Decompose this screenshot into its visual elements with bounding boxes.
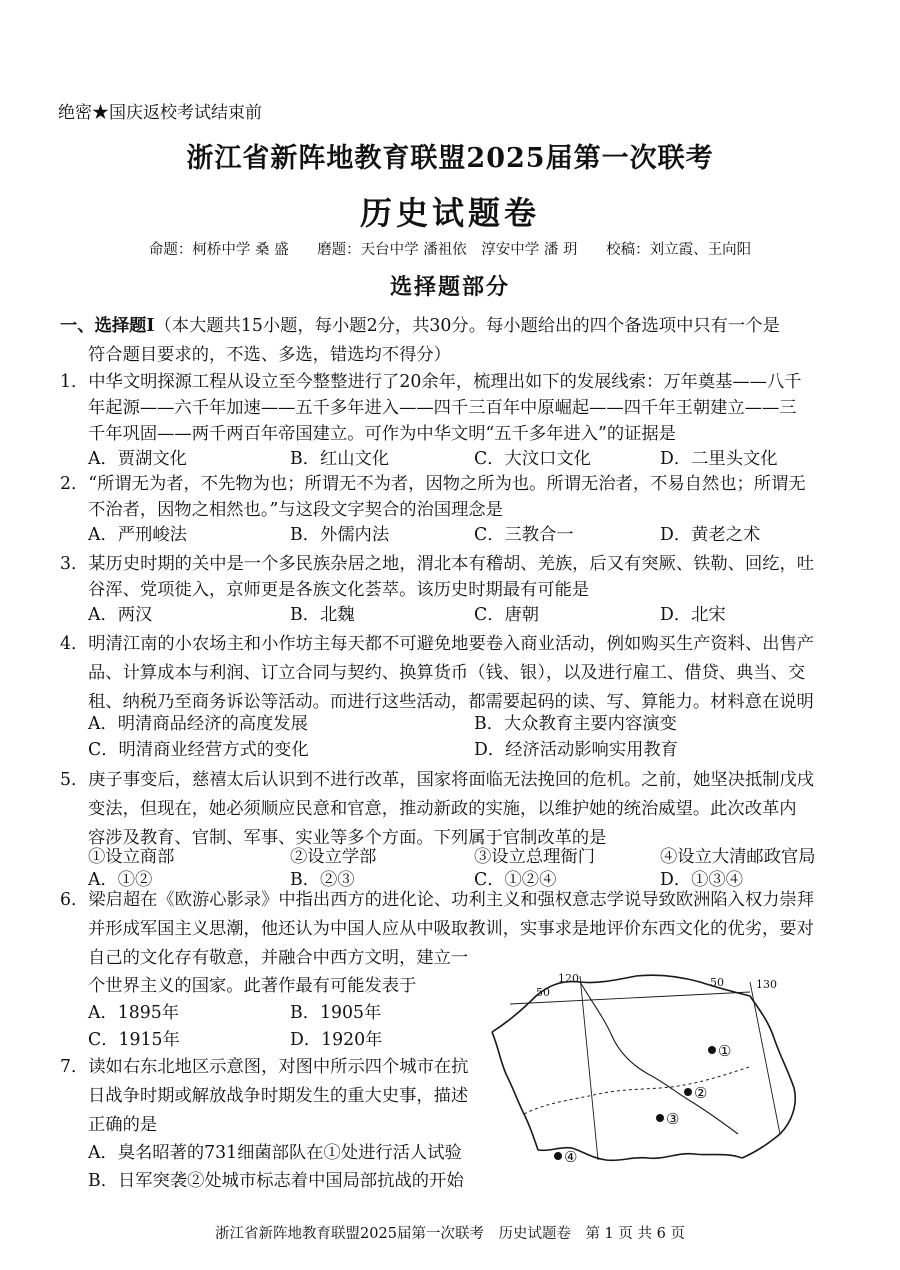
q3-option-c[interactable]: C．唐朝 — [474, 605, 540, 625]
q6-stem-line: 并形成军国主义思潮，他还认为中国人应从中吸取教训，实事求是地评价东西文化的优劣，要对 — [88, 919, 814, 939]
map-city-dot-3 — [656, 1114, 664, 1122]
q3-stem-line: 谷浑、党项徙入，京师更是各族文化荟萃。该历史时期最有可能是 — [88, 580, 590, 600]
exam-title: 浙江省新阵地教育联盟2025届第一次联考 — [186, 143, 714, 174]
map-province-line — [524, 1066, 752, 1114]
q5-stem-line: 变法，但现在，她必须顺应民意和官意，推动新政的实施，以维护她的统治威望。此次改革内 — [88, 799, 797, 819]
q4-stem-line: 品、计算成本与利润、订立合同与契约、换算货币（钱、银），以及进行雇工、借贷、典当、交 — [88, 663, 806, 683]
q6-stem-line: 自己的文化存有敬意，并融合中西方文明，建立一 — [88, 948, 469, 968]
q1-option-b[interactable]: B．红山文化 — [290, 449, 390, 469]
part1-label: 一、选择题Ⅰ — [60, 316, 155, 336]
map-lat-label-east: 50 — [710, 976, 724, 989]
q7-option-b[interactable]: B．日军突袭②处城市标志着中国局部抗战的开始 — [88, 1171, 464, 1191]
q5-option-a[interactable]: A．①② — [88, 870, 153, 890]
q5-option-d[interactable]: D．①③④ — [660, 870, 743, 890]
page-footer: 浙江省新阵地教育联盟2025届第一次联考 历史试题卷 第 1 页 共 6 页 — [215, 1226, 685, 1242]
q5-option-c[interactable]: C．①②④ — [474, 870, 557, 890]
credit-setter: 命题：柯桥中学 桑 盛 — [148, 242, 289, 258]
map-city-marker-2: ② — [694, 1084, 708, 1102]
part1-heading — [60, 312, 780, 341]
q1-stem-line: 千年巩固——两千两百年帝国建立。可作为中华文明“五千多年进入”的证据是 — [88, 424, 676, 444]
q4-stem-line: 租、纳税乃至商务诉讼等活动。而进行这些活动，都需要起码的读、写、算能力。材料意在说明 — [88, 692, 814, 712]
q6-stem-line: 个世界主义的国家。此著作最有可能发表于 — [88, 976, 417, 996]
q5-item-1: ①设立商部 — [88, 847, 175, 867]
q2-stem-line: 不治者，因物之相然也。”与这段文字契合的治国理念是 — [88, 500, 503, 520]
q3-option-a[interactable]: A．两汉 — [88, 605, 153, 625]
exam-subtitle: 历史试题卷 — [359, 194, 540, 232]
q2-option-a[interactable]: A．严刑峻法 — [88, 525, 187, 545]
q4-option-c[interactable]: C．明清商业经营方式的变化 — [88, 740, 309, 760]
q7-option-a[interactable]: A．臭名昭著的731细菌部队在①处进行活人试验 — [88, 1143, 462, 1163]
confidential-note: 绝密★国庆返校考试结束前 — [58, 103, 262, 123]
q6-stem-line: 6．梁启超在《欧游心影录》中指出西方的进化论、功利主义和强权意志学说导致欧洲陷入权力崇拜 — [60, 890, 815, 910]
credits-line — [0, 238, 900, 259]
section-title: 选择题部分 — [389, 274, 510, 300]
q5-stem-line: 5．庚子事变后，慈禧太后认识到不进行改革，国家将面临无法挽回的危机。之前，她坚决抵制戊戌 — [60, 770, 815, 790]
map-border-west — [492, 1032, 538, 1150]
q1-option-d[interactable]: D．二里头文化 — [660, 449, 778, 469]
q7-stem-line: 日战争时期或解放战争时期发生的重大史事，描述 — [88, 1086, 469, 1106]
map-city-dot-1 — [708, 1046, 716, 1054]
map-lat-label-west: 50 — [536, 986, 550, 999]
map-city-dot-2 — [684, 1088, 692, 1096]
q5-item-3: ③设立总理衙门 — [474, 847, 595, 867]
q2-option-b[interactable]: B．外儒内法 — [290, 525, 390, 545]
q4-option-a[interactable]: A．明清商品经济的高度发展 — [88, 714, 308, 734]
map-lon-line-130 — [750, 982, 780, 1134]
map-city-dot-4 — [554, 1152, 562, 1160]
map-city-marker-1: ① — [718, 1042, 732, 1060]
northeast-china-map — [488, 962, 810, 1174]
map-city-marker-3: ③ — [666, 1110, 680, 1128]
q3-stem-line: 3．某历史时期的关中是一个多民族杂居之地，渭北本有稽胡、羌族，后又有突厥、铁勒、回纥，吐 — [60, 554, 815, 574]
q3-option-b[interactable]: B．北魏 — [290, 605, 355, 625]
q4-option-d[interactable]: D．经济活动影响实用教育 — [474, 740, 678, 760]
credit-proofreader: 校稿：刘立霞、王向阳 — [606, 242, 752, 258]
q6-option-b[interactable]: B．1905年 — [290, 1003, 382, 1023]
q6-option-a[interactable]: A．1895年 — [88, 1003, 180, 1023]
map-city-marker-4: ④ — [564, 1148, 578, 1166]
q5-option-b[interactable]: B．②③ — [290, 870, 355, 890]
q7-stem-line: 正确的是 — [88, 1115, 158, 1135]
q7-stem-line: 7．读如右东北地区示意图，对图中所示四个城市在抗 — [60, 1057, 469, 1077]
q1-option-c[interactable]: C．大汶口文化 — [474, 449, 591, 469]
q2-stem-line: 2．“所谓无为者，不先物为也；所谓无不为者，因物之所为也。所谓无治者，不易自然也；所谓无 — [60, 474, 806, 494]
q5-item-2: ②设立学部 — [290, 847, 377, 867]
q5-stem-line: 容涉及教育、官制、军事、实业等多个方面。下列属于官制改革的是 — [88, 828, 607, 848]
q5-item-4: ④设立大清邮政官局 — [660, 847, 816, 867]
credit-reviewer: 磨题：天台中学 潘祖依 淳安中学 潘 玥 — [317, 242, 578, 258]
q1-stem-line: 1．中华文明探源工程从设立至今整整进行了20余年，梳理出如下的发展线索：万年奠基——八千 — [60, 372, 802, 392]
q2-option-d[interactable]: D．黄老之术 — [660, 525, 761, 545]
q6-option-d[interactable]: D．1920年 — [290, 1030, 383, 1050]
q4-option-b[interactable]: B．大众教育主要内容演变 — [474, 714, 677, 734]
q4-stem-line: 4．明清江南的小农场主和小作坊主每天都不可避免地要卷入商业活动，例如购买生产资料、出售产 — [60, 634, 815, 654]
part1-desc-line2: 符合题目要求的，不选、多选，错选均不得分） — [88, 345, 451, 365]
map-river — [580, 982, 738, 1134]
q2-option-c[interactable]: C．三教合一 — [474, 525, 574, 545]
q1-option-a[interactable]: A．贾湖文化 — [88, 449, 187, 469]
q1-stem-line: 年起源——六千年加速——五千多年进入——四千三百年中原崛起——四千年王朝建立——三 — [88, 398, 797, 418]
q3-option-d[interactable]: D．北宋 — [660, 605, 726, 625]
map-lon-label-120: 120 — [558, 972, 579, 985]
q6-option-c[interactable]: C．1915年 — [88, 1030, 180, 1050]
map-lon-line-120 — [580, 976, 598, 1160]
map-lon-label-130: 130 — [756, 978, 777, 991]
part1-desc: （本大题共15小题，每小题2分，共30分。每小题给出的四个备选项中只有一个是 — [154, 316, 780, 336]
